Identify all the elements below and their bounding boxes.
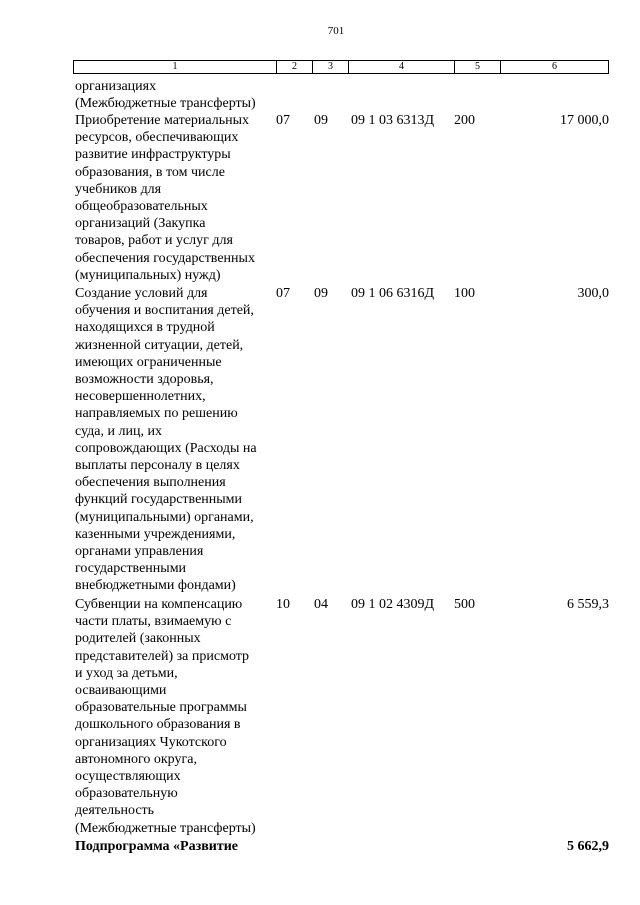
row-expense-type: 500 [454, 597, 475, 612]
row-subsection: 09 [314, 286, 328, 301]
header-col-5: 5 [455, 61, 501, 73]
row-name: Субвенции на компенсацию части платы, взимаемую с родителей (законных представителей) за присмотр и уход за детьми, осваивающими образовательные программы дошкольного образования в организациях Чукотского автономного округа, осуществляющих образовательную деятельность (Межбюджетные трансферты) [75, 597, 256, 836]
row-expense-type: 200 [454, 113, 475, 128]
row-section: 07 [276, 113, 290, 128]
header-col-3: 3 [313, 61, 349, 73]
table-header [73, 60, 609, 74]
row-expense-type: 100 [454, 286, 475, 301]
row-amount: 17 000,0 [560, 113, 609, 128]
header-col-6: 6 [552, 61, 557, 72]
page-number: 701 [327, 25, 345, 37]
header-col-1: 1 [74, 61, 277, 73]
continuation-text: организациях (Межбюджетные трансферты) [75, 79, 256, 112]
header-col-4: 4 [349, 61, 455, 73]
row-amount: 6 559,3 [567, 597, 609, 612]
row-target-article: 09 1 03 6313Д [351, 113, 435, 128]
row-subsection: 04 [314, 597, 328, 612]
row-subsection: 09 [314, 113, 328, 128]
subprogram-amount: 5 662,9 [567, 839, 609, 854]
subprogram-name: Подпрограмма «Развитие [75, 839, 239, 854]
row-section: 10 [276, 597, 290, 612]
row-name: Приобретение материальных ресурсов, обеспечивающих развитие инфраструктуры образования, в том числе учебников для общеобразовательных организаций (Закупка товаров, работ и услуг для обеспечения государственных (муниципальных) нужд) [75, 113, 255, 283]
row-section: 07 [276, 286, 290, 301]
row-amount: 300,0 [577, 286, 609, 301]
row-target-article: 09 1 06 6316Д [351, 286, 435, 301]
row-target-article: 09 1 02 4309Д [351, 597, 435, 612]
row-name: Создание условий для обучения и воспитания детей, находящихся в трудной жизненной ситуации, детей, имеющих ограниченные возможности здоровья, несовершеннолетних, направляемых по решению суда, и лиц, их сопровождающих (Расходы на выплаты персоналу в целях обеспечения выполнения функций государственными (муниципальными) органами, казенными учреждениями, органами управления государственными внебюджетными фондами) [75, 286, 257, 594]
header-col-2: 2 [277, 61, 313, 73]
